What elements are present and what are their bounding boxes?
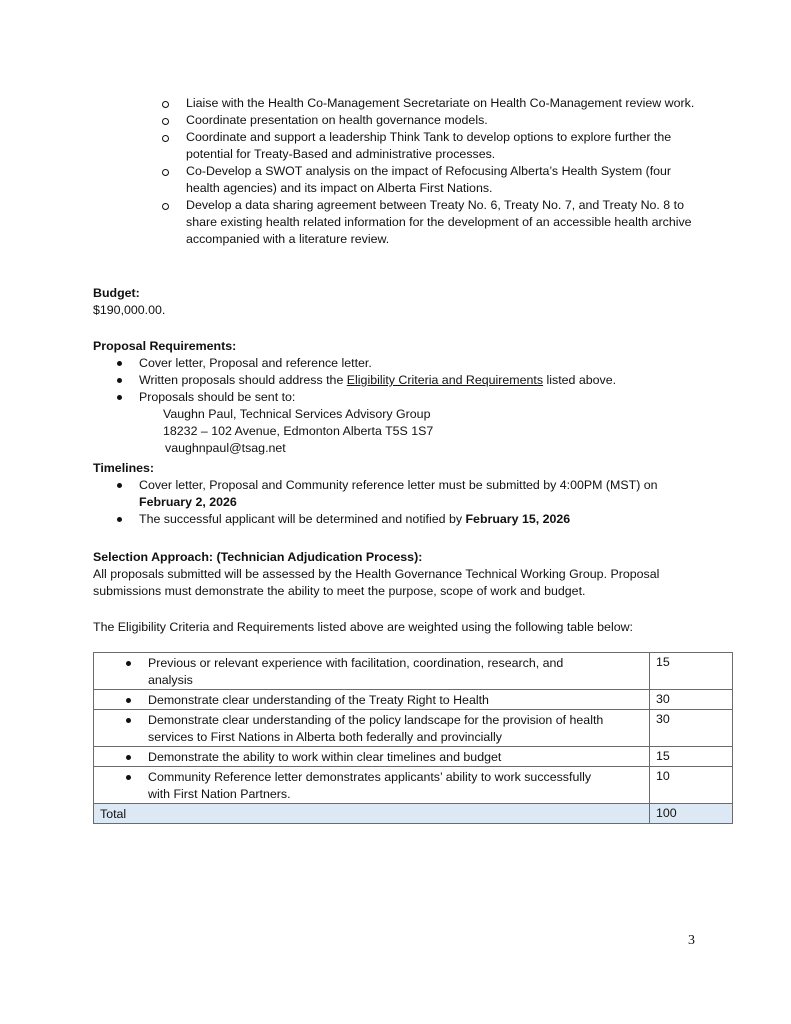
page-number: 3 <box>688 933 695 948</box>
bullet-icon <box>126 698 131 703</box>
table-row <box>94 747 733 767</box>
weight-cell: 10 <box>650 767 733 804</box>
criterion-text: Community Reference letter demonstrates applicants’ ability to work successfully with First Nation Partners. <box>148 770 592 801</box>
activity-text: Co-Develop a SWOT analysis on the impact of Refocusing Alberta’s Health System (four health agencies) and its impact on Alberta First Nations. <box>186 164 672 195</box>
requirement-text: Proposals should be sent to: <box>139 390 296 404</box>
requirement-text: listed above. <box>543 373 617 387</box>
criterion-cell <box>94 653 650 690</box>
requirement-text: Cover letter, Proposal and reference letter. <box>139 356 372 370</box>
selection-approach-paragraph: All proposals submitted will be assessed by the Health Governance Technical Working Group. Proposal submissions must demonstrate the ability to meet the purpose, scope of work and budget. <box>93 567 660 598</box>
bullet-icon <box>126 718 131 723</box>
budget-amount: $190,000.00. <box>93 303 166 317</box>
total-row <box>94 804 733 824</box>
bullet-icon <box>117 361 122 366</box>
contact-address: 18232 – 102 Avenue, Edmonton Alberta T5S 1S7 <box>163 424 434 438</box>
weight-cell: 15 <box>650 747 733 767</box>
weight-cell: 15 <box>650 653 733 690</box>
contact-name: Vaughn Paul, Technical Services Advisory Group <box>163 407 431 421</box>
list-item <box>160 112 705 129</box>
bullet-icon <box>126 661 131 666</box>
activities-list <box>160 95 705 248</box>
contact-email[interactable]: vaughnpaul@tsag.net <box>165 441 286 455</box>
list-item <box>160 129 705 163</box>
criterion-text: Demonstrate clear understanding of the Treaty Right to Health <box>148 693 489 707</box>
proposal-requirements-section <box>93 338 713 457</box>
list-item <box>93 511 713 528</box>
eligibility-criteria-reference: Eligibility Criteria and Requirements <box>346 373 544 387</box>
table-row <box>94 767 733 804</box>
criterion-cell <box>94 747 650 767</box>
criteria-intro: The Eligibility Criteria and Requirements listed above are weighted using the following table below: <box>93 620 633 634</box>
timelines-section <box>93 460 713 528</box>
table-row <box>94 653 733 690</box>
hollow-circle-bullet-icon <box>162 135 169 142</box>
list-item <box>160 197 705 248</box>
list-item <box>93 477 713 511</box>
selection-approach-section <box>93 549 693 600</box>
list-item <box>93 355 713 372</box>
hollow-circle-bullet-icon <box>162 118 169 125</box>
bullet-icon <box>117 378 122 383</box>
list-item <box>93 389 713 406</box>
total-label-cell <box>94 804 650 824</box>
activity-text: Liaise with the Health Co-Management Secretariate on Health Co-Management review work. <box>186 96 695 110</box>
timeline-text: The successful applicant will be determined and notified by <box>139 512 466 526</box>
criterion-text: Demonstrate the ability to work within clear timelines and budget <box>148 750 502 764</box>
weight-cell: 30 <box>650 690 733 710</box>
bullet-icon <box>126 775 131 780</box>
budget-heading: Budget: <box>93 286 140 300</box>
hollow-circle-bullet-icon <box>162 203 169 210</box>
criterion-cell <box>94 767 650 804</box>
total-value-cell: 100 <box>650 804 733 824</box>
criterion-text: Previous or relevant experience with facilitation, coordination, research, and analysis <box>148 656 564 687</box>
hollow-circle-bullet-icon <box>162 101 169 108</box>
hollow-circle-bullet-icon <box>162 169 169 176</box>
table-row <box>94 690 733 710</box>
timelines-list <box>93 477 713 528</box>
total-label: Total <box>100 807 127 821</box>
proposal-requirements-list <box>93 355 713 457</box>
proposal-requirements-heading: Proposal Requirements: <box>93 339 237 353</box>
weight-cell: 30 <box>650 710 733 747</box>
activity-text: Coordinate and support a leadership Think Tank to develop options to explore further the potential for Treaty-Based and administrative processes. <box>186 130 672 161</box>
activity-text: Develop a data sharing agreement between Treaty No. 6, Treaty No. 7, and Treaty No. 8 to share existing health related information for the development of an accessible health archive accompanied with a literature review. <box>186 198 692 246</box>
selection-approach-heading: Selection Approach: (Technician Adjudication Process): <box>93 550 423 564</box>
bullet-icon <box>126 755 131 760</box>
timelines-heading: Timelines: <box>93 461 155 475</box>
list-item <box>160 163 705 197</box>
activity-text: Coordinate presentation on health governance models. <box>186 113 488 127</box>
criterion-cell <box>94 690 650 710</box>
criterion-cell <box>94 710 650 747</box>
list-item <box>93 372 713 389</box>
bullet-icon <box>117 483 122 488</box>
requirement-text: Written proposals should address the <box>139 373 347 387</box>
bullet-icon <box>117 395 122 400</box>
criteria-weight-table <box>93 652 733 824</box>
budget-section <box>93 285 713 319</box>
criterion-text: Demonstrate clear understanding of the policy landscape for the provision of health services to First Nations in Alberta both federally and provincially <box>148 713 604 744</box>
notification-date: February 15, 2026 <box>465 512 571 526</box>
list-item <box>160 95 705 112</box>
submission-deadline: February 2, 2026 <box>139 495 237 509</box>
table-row <box>94 710 733 747</box>
timeline-text: Cover letter, Proposal and Community reference letter must be submitted by 4:00PM (MST) on <box>139 478 658 492</box>
bullet-icon <box>117 517 122 522</box>
